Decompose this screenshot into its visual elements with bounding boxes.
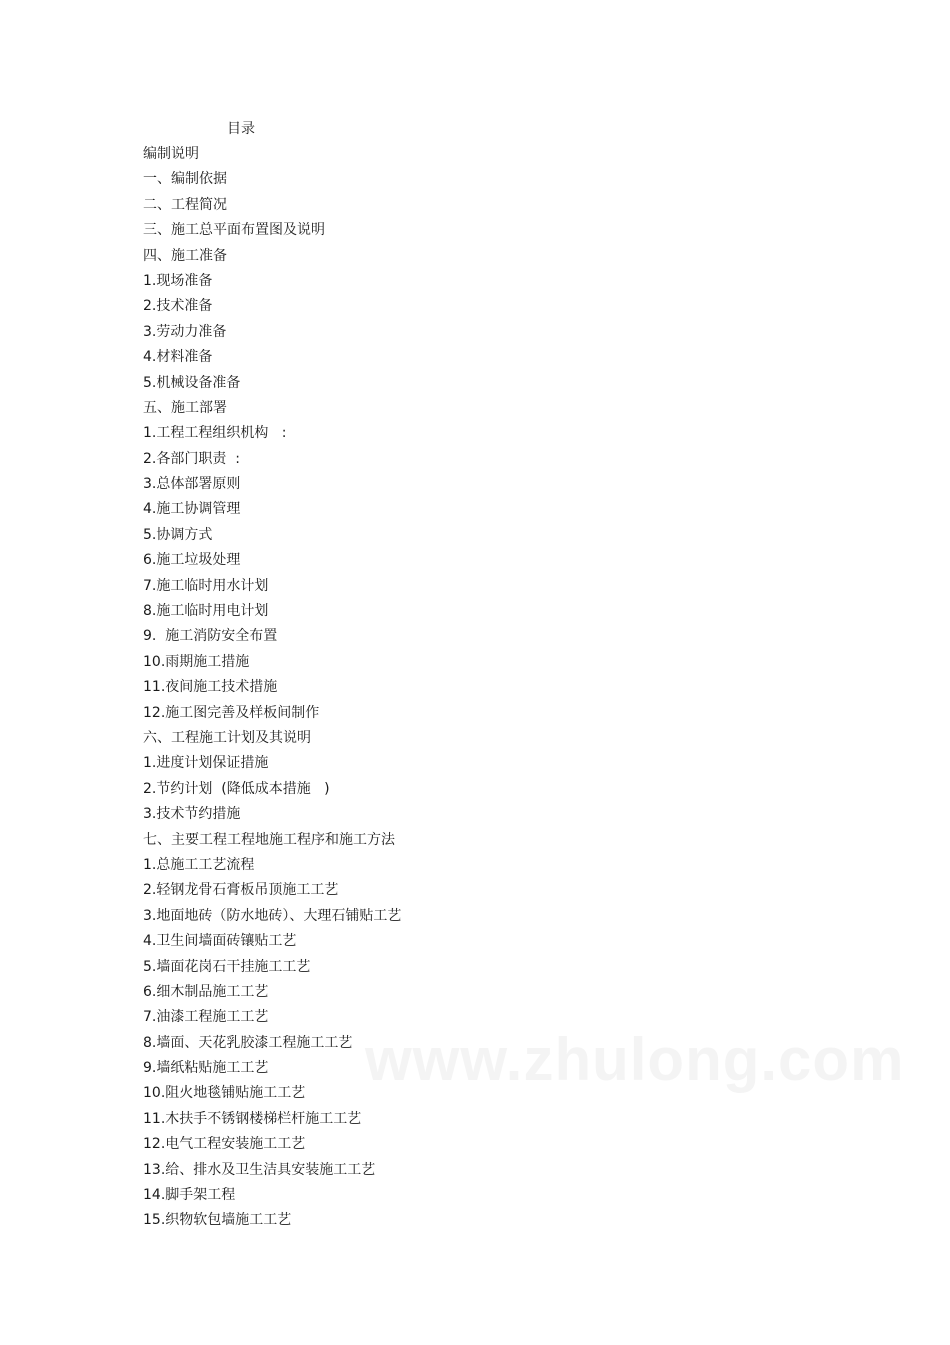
- toc-entry: 13.给、排水及卫生洁具安装施工工艺: [143, 1161, 376, 1178]
- toc-entry: 4.材料准备: [143, 349, 213, 366]
- toc-entry: 10.阻火地毯铺贴施工工艺: [143, 1085, 306, 1102]
- toc-entry: 10.雨期施工措施: [143, 653, 250, 670]
- toc-entry: 11.夜间施工技术措施: [143, 679, 278, 696]
- toc-entry: 15.织物软包墙施工工艺: [143, 1212, 292, 1229]
- toc-entry: 14.脚手架工程: [143, 1187, 236, 1204]
- toc-entry: 二、工程简况: [143, 196, 227, 213]
- toc-entry: 七、主要工程工程地施工程序和施工方法: [143, 831, 395, 848]
- toc-entry: 9. 施工消防安全布置: [143, 628, 278, 645]
- toc-list: [143, 145, 401, 1237]
- toc-entry: 3.技术节约措施: [143, 806, 241, 823]
- toc-entry: 3.总体部署原则: [143, 476, 241, 493]
- toc-entry: 1.工程工程组织机构 :: [143, 425, 287, 442]
- toc-entry: 4.卫生间墙面砖镶贴工艺: [143, 933, 297, 950]
- toc-title: 目录: [227, 121, 255, 137]
- toc-entry: 3.地面地砖（防水地砖）、大理石铺贴工艺: [143, 907, 402, 924]
- toc-entry: 3.劳动力准备: [143, 323, 227, 340]
- toc-entry: 2.节约计划 (降低成本措施 ): [143, 780, 330, 797]
- toc-entry: 2.技术准备: [143, 298, 213, 315]
- watermark: www.zhulong.com: [365, 1026, 905, 1093]
- toc-entry: 7.油漆工程施工工艺: [143, 1009, 269, 1026]
- toc-entry: 8.施工临时用电计划: [143, 603, 269, 620]
- toc-entry: 1.进度计划保证措施: [143, 755, 269, 772]
- toc-entry: 1.现场准备: [143, 272, 213, 289]
- toc-entry: 一、编制依据: [143, 171, 227, 188]
- toc-entry: 5.协调方式: [143, 526, 213, 543]
- toc-entry: 11.木扶手不锈钢楼梯栏杆施工工艺: [143, 1110, 362, 1127]
- toc-entry: 6.细木制品施工工艺: [143, 983, 269, 1000]
- toc-entry: 5.墙面花岗石干挂施工工艺: [143, 958, 311, 975]
- toc-entry: 五、施工部署: [143, 399, 227, 416]
- toc-entry: 4.施工协调管理: [143, 501, 241, 518]
- toc-entry: 三、施工总平面布置图及说明: [143, 222, 325, 239]
- toc-entry: 编制说明: [143, 146, 199, 162]
- toc-entry: 7.施工临时用水计划: [143, 577, 269, 594]
- toc-entry: 六、工程施工计划及其说明: [143, 729, 311, 746]
- toc-entry: 12.电气工程安装施工工艺: [143, 1136, 306, 1153]
- toc-entry: 2.轻钢龙骨石膏板吊顶施工工艺: [143, 882, 339, 899]
- toc-entry: 6.施工垃圾处理: [143, 552, 241, 569]
- toc-entry: 9.墙纸粘贴施工工艺: [143, 1060, 269, 1077]
- toc-entry: 四、施工准备: [143, 247, 227, 264]
- toc-entry: 2.各部门职责 :: [143, 450, 240, 467]
- toc-entry: 5.机械设备准备: [143, 374, 241, 391]
- toc-entry: 8.墙面、天花乳胶漆工程施工工艺: [143, 1034, 353, 1051]
- toc-entry: 12.施工图完善及样板间制作: [143, 704, 320, 721]
- toc-entry: 1.总施工工艺流程: [143, 856, 255, 873]
